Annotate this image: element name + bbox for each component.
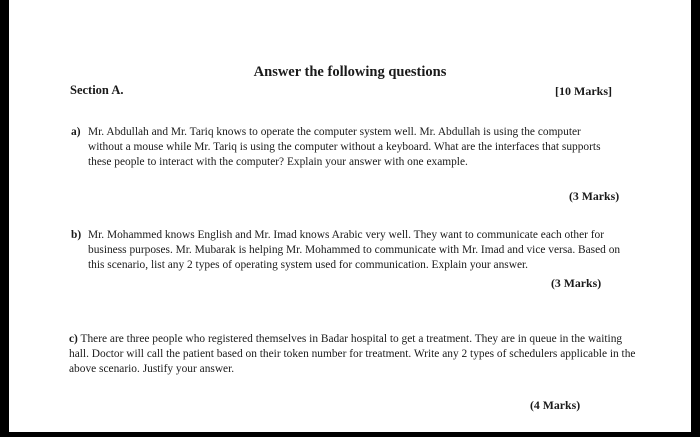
section-marks: [10 Marks] — [555, 84, 612, 98]
question-c-number: c) — [69, 333, 78, 345]
question-a-text: Mr. Abdullah and Mr. Tariq knows to operate the computer system well. Mr. Abdullah is using the computer without a mouse while Mr. Tariq is using the computer without a keyboard. What are the interfaces that supports these people to interact with the computer? Explain your answer with one example. — [88, 126, 601, 169]
question-b-marks: (3 Marks) — [551, 276, 602, 290]
document-page — [9, 0, 691, 432]
question-a-number: a) — [71, 126, 81, 138]
question-a-marks: (3 Marks) — [569, 189, 620, 203]
right-border — [691, 0, 700, 437]
section-label: Section A. — [70, 83, 124, 97]
bottom-border — [0, 432, 700, 437]
question-b-number: b) — [71, 229, 82, 241]
question-c-text: There are three people who registered themselves in Badar hospital to get a treatment. They are in queue in the waiting hall. Doctor will call the patient based on their token number for treatment. Write any 2 types of schedulers applicable in the above scenario. Justify your answer. — [69, 333, 636, 376]
page-title: Answer the following questions — [253, 64, 447, 80]
question-b-text: Mr. Mohammed knows English and Mr. Imad knows Arabic very well. They want to communicate each other for business purposes. Mr. Mubarak is helping Mr. Mohammed to communicate with Mr. Imad and vice versa. Based on this scenario, list any 2 types of operating system used for communication. Explain your answer. — [88, 229, 621, 272]
question-c — [69, 332, 644, 378]
question-c-marks: (4 Marks) — [530, 398, 581, 412]
